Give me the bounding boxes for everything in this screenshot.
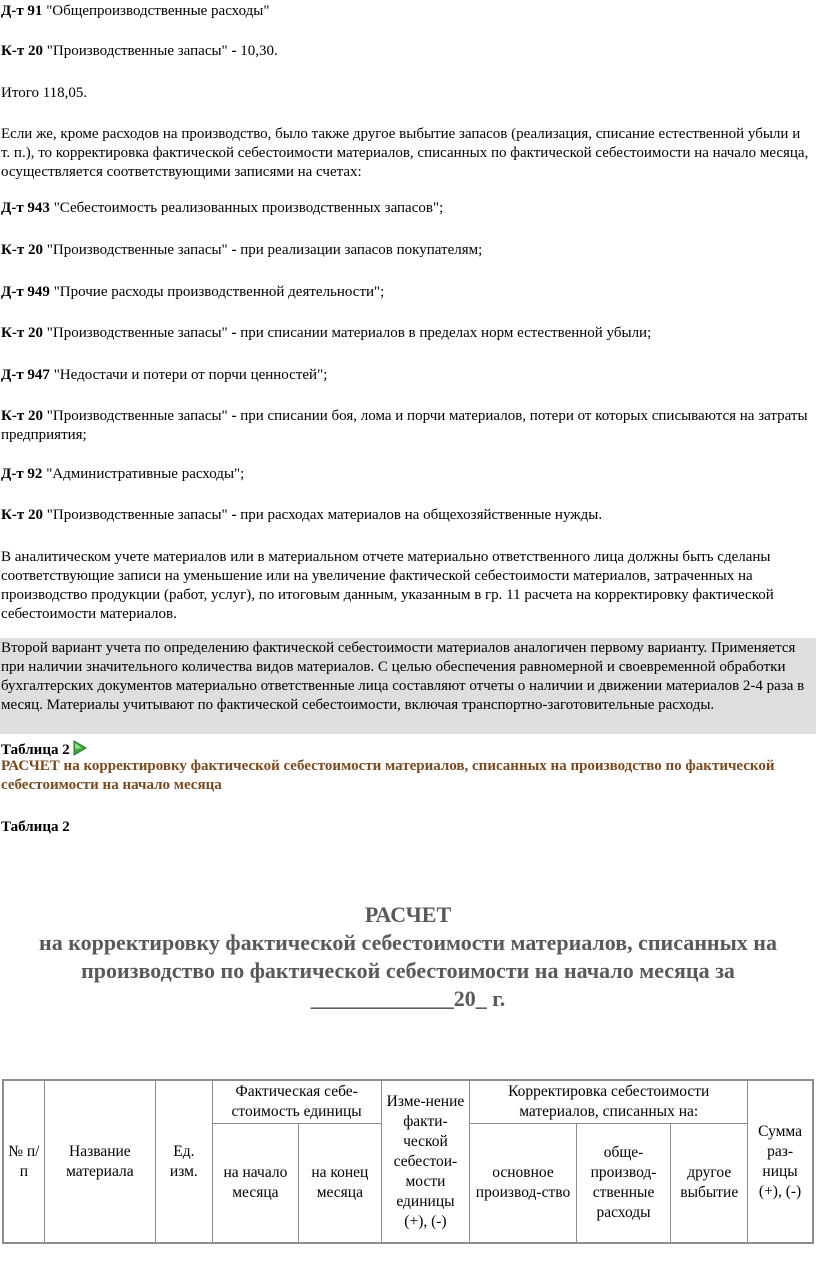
header-fact-cost: Фактическая себе-стоимость единицы [212, 1080, 381, 1124]
posting-line: К-т 20 "Производственные запасы" - при расходах материалов на общехозяйственные нужды. [1, 507, 603, 523]
posting-line: Д-т 949 "Прочие расходы производственной деятельности"; [1, 284, 385, 300]
posting-line: К-т 20 "Производственные запасы" - при реализации запасов покупателям; [1, 242, 483, 258]
header-num: № п/п [3, 1080, 44, 1243]
header-change: Изме-нение факти-ческой себестои-мости единицы (+), (-) [381, 1080, 470, 1243]
doc-title-line-2: на корректировку фактической себестоимости материалов, списанных на [39, 930, 777, 955]
doc-title-line-1: РАСЧЕТ [364, 902, 452, 927]
posting-line: Д-т 943 "Себестоимость реализованных производственных запасов"; [1, 200, 444, 216]
doc-title-line-3: производство по фактической себестоимости на начало месяца за [81, 958, 735, 983]
posting-line: К-т 20 "Производственные запасы" - при списании боя, лома и порчи материалов, потери от которых списываются на затраты предприятия; [1, 408, 808, 443]
posting-line: Д-т 92 "Административные расходы"; [1, 466, 245, 482]
table-title-link[interactable]: РАСЧЕТ на корректировку фактической себестоимости материалов, списанных на производство по фактической себестоимости на начало месяца [1, 758, 775, 793]
variant2-paragraph: Второй вариант учета по определению фактической себестоимости материалов аналогичен первому варианту. Применяется при наличии значительного количества видов материалов. С целью обеспечения равномерной и своевременной обработки бухгалтерских документов материально ответственные лица составляют отчеты о наличии и движении материалов 2-4 раза в месяц. Материалы учитывают по фактической себестоимости, включая транспортно-заготовительные расходы. [1, 640, 805, 713]
table-label: Таблица 2 [1, 740, 812, 762]
header-fact-start: на начало месяца [212, 1124, 298, 1244]
header-fact-end: на конец месяца [299, 1124, 382, 1244]
entry-debit-91: Д-т 91 "Общепроизводственные расходы" [1, 3, 270, 19]
header-name: Название материала [44, 1080, 155, 1243]
header-corr-main: основное производ-ство [470, 1124, 576, 1244]
posting-line: Д-т 947 "Недостачи и потери от порчи ценностей"; [1, 367, 328, 383]
total-line: Итого 118,05. [1, 85, 88, 101]
header-corr-general: обще-производ-ственные расходы [576, 1124, 671, 1244]
header-unit: Ед. изм. [156, 1080, 213, 1243]
header-corr-other: другое выбытие [671, 1124, 748, 1244]
posting-line: К-т 20 "Производственные запасы" - при списании материалов в пределах норм естественной убыли; [1, 325, 652, 341]
analytic-paragraph: В аналитическом учете материалов или в материальном отчете материально ответственного лица должны быть сделаны соответствующие записи на уменьшение или на увеличение фактической себестоимости материалов, затраченных на производство продукции (работ, услуг), по итоговым данным, указанным в гр. 11 расчета на корректировку фактической себестоимости материалов. [1, 549, 774, 622]
intro-paragraph: Если же, кроме расходов на производство, было также другое выбытие запасов (реализация, списание естественной убыли и т. п.), то корректировка фактической себестоимости материалов, списанных по фактической себестоимости на начало месяца, осуществляется соответствующими записями на счетах: [1, 126, 809, 180]
table-label-2: Таблица 2 [1, 819, 70, 835]
doc-title-line-4: _____________20_ г. [310, 986, 506, 1011]
entry-credit-20: К-т 20 "Производственные запасы" - 10,30. [1, 43, 278, 59]
header-correction: Корректировка себестоимости материалов, списанных на: [470, 1080, 748, 1124]
calc-table [2, 1079, 814, 1244]
header-difference: Сумма раз-ницы (+), (-) [748, 1080, 813, 1243]
